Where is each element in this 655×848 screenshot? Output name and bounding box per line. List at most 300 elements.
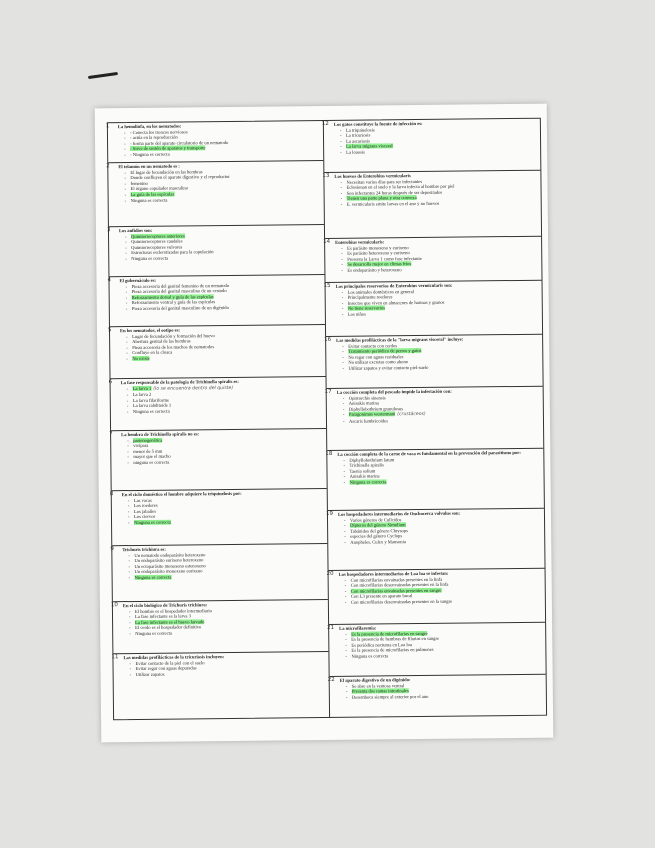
highlighted-answer: [338, 478, 542, 486]
question-number: 16: [324, 336, 332, 343]
bullet-dash: -: [127, 443, 129, 449]
answer-text: No utilizar excretas como abono: [348, 359, 409, 366]
question-text: En los nematodos, el ootipo es:: [119, 327, 181, 334]
bullet-dash: -: [124, 152, 126, 158]
answer-text: Quimiorreceptores caudales: [131, 238, 183, 245]
bullet-dash: -: [127, 497, 130, 503]
question-number: 3: [106, 227, 111, 234]
question-text: Las medidas profilácticas de la "larva migrans visceral" incluye:: [336, 336, 464, 343]
bullet-dash: -: [126, 356, 128, 362]
pen-mark: [88, 72, 118, 79]
question-number: 8: [109, 491, 114, 498]
bullet-dash: -: [124, 146, 126, 152]
bullet-dash: -: [345, 683, 348, 689]
bullet-dash: -: [342, 395, 345, 401]
answer-text: Un endoparásito monoxeno eurixeno: [134, 568, 203, 575]
question-text: Los gatos constituye la fuente de infección es:: [333, 120, 423, 127]
answer-text: Presenta dos ramas intestinales: [351, 688, 409, 694]
answer-text: Anisakis marina: [349, 473, 380, 480]
question-number: 2: [106, 163, 110, 170]
answer-text: Los jabalíes: [133, 508, 157, 514]
bullet-dash: -: [339, 127, 342, 133]
bullet-dash: -: [125, 239, 127, 245]
bullet-dash: -: [342, 412, 345, 418]
answer-text: Ninguna es correcta: [131, 255, 169, 261]
answer-text: Quimiorreceptores vulvares: [131, 244, 183, 250]
answer-text: Anisakis marina: [348, 400, 379, 406]
answer-text: Ninguna es correcta: [134, 574, 172, 580]
question-number: 4: [107, 277, 112, 284]
bullet-dash: -: [341, 262, 343, 268]
bullet-dash: -: [343, 517, 346, 523]
answer-text: - Sirve de sostén de aparatos y transporte: [130, 145, 206, 152]
answer-text: Con microfilarias desenvainadas presentes en la linfa: [350, 581, 449, 588]
bullet-dash: -: [344, 539, 346, 545]
bullet-dash: -: [345, 653, 348, 659]
answer-text: Un ectoparásito monoxeno estenoxeno: [134, 563, 206, 569]
bullet-dash: -: [344, 588, 347, 594]
bullet-dash: -: [345, 688, 348, 694]
answer-text: - Conecta los troncos nerviosos: [129, 129, 188, 135]
answer-text: Paragonimus westermani: [348, 411, 396, 418]
right-column: [321, 119, 546, 717]
bullet-dash: -: [128, 575, 131, 581]
answer-text: Presenta la Larva 1 como fase infectante: [347, 255, 422, 262]
bullet-dash: -: [344, 599, 347, 605]
bullet-dash: -: [345, 631, 347, 637]
question-cell: [324, 387, 544, 451]
answer-text: Reforzamiento dorsal y guía de las espículas: [131, 293, 214, 300]
bullet-dash: -: [125, 306, 128, 312]
question-cell: [326, 569, 546, 625]
question-text: Los principales reservorios de Enterobius vermicularis son:: [335, 282, 453, 289]
bullet-dash: -: [125, 244, 127, 250]
bullet-dash: -: [342, 365, 344, 371]
answer-text: - Ninguna es correcta: [130, 151, 170, 157]
bullet-dash: -: [341, 311, 344, 317]
answer-text: No existe: [132, 355, 150, 361]
bullet-dash: -: [342, 343, 344, 349]
bullet-dash: -: [127, 503, 130, 509]
bullet-dash: -: [128, 558, 130, 564]
bullet-dash: -: [341, 245, 343, 251]
bullet-dash: -: [124, 197, 127, 203]
answer-option: [339, 652, 543, 660]
bullet-dash: -: [126, 350, 128, 356]
answer-text: Pieza accesoria de los machos de nematodos: [132, 343, 215, 350]
answer-text: La loaosis: [346, 149, 365, 155]
answer-option: [124, 670, 327, 678]
bullet-dash: -: [124, 180, 127, 186]
answer-text: Eclosionan en el suelo y la larva infecta al hombre por piel: [346, 183, 455, 190]
answer-text: vivípara: [133, 443, 149, 449]
question-text: La hemolinfa, en los nematodos:: [117, 123, 182, 130]
answer-option: [335, 266, 539, 274]
bullet-dash: -: [342, 418, 345, 424]
bullet-dash: -: [126, 397, 129, 403]
answer-text: Pieza accesoria del genital masculino de un cestodo: [131, 288, 227, 295]
question-cell: [112, 544, 328, 602]
question-number: 14: [323, 238, 331, 245]
answer-text: El lugar de fecundación en las hembras: [130, 168, 203, 175]
bullet-dash: -: [341, 306, 344, 312]
answer-text: Los roedores: [133, 502, 158, 509]
answer-text: Un nematodo endoparásito heteroxeno: [134, 551, 206, 558]
answer-text: Es la presencia de hembras de filarias en sangre: [351, 635, 440, 642]
answer-text: No tiene reservorios: [347, 305, 386, 312]
bullet-dash: -: [341, 294, 344, 300]
question-text: Los hospedadores intermediarios de Loa loa se infestan:: [338, 570, 449, 577]
bullet-dash: -: [125, 283, 128, 289]
answer-option: [121, 407, 324, 415]
answer-text: Evitar contacto de la piel con el suelo: [135, 659, 205, 666]
question-number: 21: [327, 624, 335, 631]
bullet-dash: -: [124, 140, 126, 146]
answer-option: [123, 629, 326, 637]
question-number: 9: [110, 546, 114, 553]
answer-text: Con L3 presente en aparato bucal: [350, 593, 413, 600]
answer-option: [118, 150, 321, 158]
bullet-dash: -: [344, 528, 346, 534]
bullet-dash: -: [127, 454, 129, 460]
answer-text: Dípteros del género Simulium: [350, 522, 406, 528]
question-text: El telamón en un nematodo es :: [118, 163, 180, 170]
answer-text: La tricuriosis: [345, 132, 371, 138]
answer-option: [119, 196, 322, 204]
question-number: 10: [110, 602, 118, 609]
bullet-dash: -: [125, 233, 127, 239]
answer-option: [120, 304, 323, 312]
answer-text: No regar con aguas residuales: [348, 353, 404, 360]
question-number: 12: [321, 120, 329, 128]
answer-text: Abertura genital de las hembras: [132, 338, 191, 345]
answer-text: La fase infectante es la larva 3: [134, 613, 191, 620]
answer-text: Con microfilarias envainadas presentes en la linfa: [350, 576, 443, 583]
question-number: 17: [324, 388, 332, 395]
answer-text: Se desarrolla mejor en climas fríos: [347, 261, 412, 268]
question-text: La microfilaremia:: [339, 625, 377, 631]
answer-text: E. vermicularis emite larvas en el ano y no huevos: [346, 200, 440, 207]
question-cell: [107, 325, 326, 379]
bullet-dash: -: [341, 300, 344, 306]
bullet-dash: -: [344, 577, 347, 583]
answer-text: Diphyllobothrium granulosus: [348, 405, 404, 412]
answer-text: - actúa en la reproducción: [129, 134, 178, 141]
bullet-dash: -: [343, 474, 346, 480]
bullet-dash: -: [343, 479, 346, 485]
answer-text: Reforzamiento ventral y guía de las espículas: [131, 299, 216, 306]
bullet-dash: -: [128, 569, 131, 575]
bullet-dash: -: [128, 520, 130, 526]
answer-text: Es endoparásito y heteroxeno: [347, 267, 402, 273]
answer-text: Es la presencia de microfilarias en sangre: [351, 630, 428, 637]
answer-option: [335, 200, 539, 208]
answer-text: Necesitan varios días para ser infectantes: [346, 178, 423, 185]
question-cell: [327, 449, 544, 511]
handwritten-note: (lo se encuentra dentro del quiste): [153, 385, 234, 392]
answer-text: El hombre es el hospedador intermediario: [134, 607, 212, 614]
bullet-dash: -: [129, 625, 131, 631]
answer-text: Donde confluyen el aparato digestivo y el reproductor: [130, 174, 230, 181]
answer-text: Un endoparásito eurixeno heteroxeno: [134, 557, 204, 564]
answer-text: Evitar regar con aguas depuradas: [135, 665, 197, 672]
answer-text: Las vacas: [133, 497, 152, 503]
bullet-dash: -: [344, 522, 346, 528]
bullet-dash: -: [344, 594, 347, 600]
answer-text: Ninguna es correcta: [135, 630, 172, 636]
question-text: La fase responsable de la patología de Trichinella spiralis es:: [120, 378, 239, 386]
answer-text: Confluye en la cloaca: [132, 349, 173, 356]
answer-text: Pieza accesoria del genital masculino de un digénido: [131, 304, 229, 311]
highlighted-answer: [122, 518, 325, 526]
answer-text: Ninguna es correcta: [130, 197, 168, 203]
answer-text: Anopheles, Culex y Mansonia: [350, 539, 406, 545]
bullet-dash: -: [344, 582, 347, 588]
bullet-dash: -: [343, 468, 346, 474]
question-cell: [109, 275, 325, 327]
bullet-dash: -: [345, 642, 347, 648]
answer-text: La triquinelosis: [345, 127, 375, 133]
answer-text: Ninguna es correcta: [349, 479, 387, 485]
answer-text: Taenia solium: [349, 468, 376, 474]
answer-text: Se abre en la ventosa ventral: [351, 682, 405, 689]
bullet-dash: -: [124, 186, 127, 192]
bullet-dash: -: [124, 192, 127, 198]
question-text: Trichuris trichiura es:: [122, 546, 166, 553]
bullet-dash: -: [127, 437, 129, 443]
question-cell: [326, 335, 543, 389]
answer-text: La larva rabditoide 1: [132, 402, 172, 409]
answer-text: La fase infectante es el huevo larvado: [135, 619, 205, 625]
bullet-dash: -: [340, 138, 342, 144]
bullet-dash: -: [128, 608, 131, 614]
question-cell: [325, 237, 541, 283]
question-text: La hembra de Trichinella spiralis no es:: [121, 431, 200, 438]
bullet-dash: -: [344, 534, 346, 540]
answer-text: Desemboca siempre al exterior por el ano: [351, 693, 429, 700]
answer-text: El cerdo es el hospedador definitivo: [135, 624, 202, 631]
question-number: 18: [325, 450, 333, 457]
bullet-dash: -: [127, 460, 129, 466]
question-cell: [106, 225, 325, 277]
bullet-dash: -: [340, 144, 342, 150]
question-cell: [113, 652, 328, 694]
bullet-dash: -: [127, 514, 130, 520]
bullet-dash: -: [128, 614, 131, 620]
question-cell: [110, 600, 329, 654]
question-cell: [109, 489, 328, 546]
answer-text: La larva migrans visceral: [346, 143, 393, 150]
answer-text: Estructuras esclerotizadas para la copulación: [131, 249, 214, 256]
answer-text: Opistorchis sinensis: [348, 394, 386, 401]
bullet-dash: -: [123, 135, 126, 141]
bullet-dash: -: [342, 354, 344, 360]
answer-text: Pieza accesoria del genital femenino de un nematodo: [131, 282, 230, 289]
bullet-dash: -: [341, 250, 343, 256]
exam-sheet: [95, 104, 554, 743]
question-number: 20: [326, 570, 334, 577]
answer-text: Ninguna es correcta: [132, 408, 170, 414]
bullet-dash: -: [125, 256, 127, 262]
bullet-dash: -: [342, 348, 344, 354]
answer-text: Lugar de fecundación y formación del huevo: [132, 332, 215, 339]
bullet-dash: -: [345, 648, 347, 654]
question-number: 1: [105, 123, 110, 130]
answer-text: Los niños: [347, 311, 366, 317]
question-cell: [323, 281, 543, 337]
bullet-dash: -: [342, 406, 345, 412]
answer-text: Los ciervos: [133, 514, 156, 520]
bullet-dash: -: [341, 289, 344, 295]
bullet-dash: -: [129, 631, 131, 637]
answer-option: [337, 417, 541, 425]
answer-text: Con microfilarias envainadas presentes en sangre: [350, 587, 442, 594]
bullet-dash: -: [126, 403, 129, 409]
answer-option: [336, 364, 540, 372]
answer-text: Son infectantes 24 horas después de ser depositados: [346, 189, 443, 196]
answer-text: Trichinella spiralis: [349, 462, 384, 468]
answer-text: Es la presencia de microfilarias en pulmones: [351, 647, 434, 654]
question-number: 15: [323, 282, 331, 289]
question-text: La cocción completa de la carne de vaca es fundamental en la prevención del parasitismo por:: [337, 449, 521, 457]
question-cell: [105, 121, 323, 163]
bullet-dash: -: [126, 385, 129, 391]
bullet-dash: -: [127, 448, 129, 454]
answer-text: El órgano copulador masculino: [130, 185, 189, 192]
answer-text: La larva filariforme: [132, 397, 169, 403]
question-text: Los huevos de Enterobius vermicularis: [334, 173, 411, 179]
bullet-dash: -: [340, 201, 343, 207]
question-text: El gubernáculo es:: [119, 277, 157, 284]
bullet-dash: -: [128, 552, 130, 558]
answer-text: Insectos que viven en almacenes de harinas y granos: [347, 299, 445, 306]
answer-text: partenogenética: [133, 437, 163, 443]
answer-text: Principalmente roedores: [347, 294, 393, 300]
answer-text: femenino: [130, 180, 148, 186]
question-text: Los anfidios son:: [118, 227, 153, 234]
answer-option: [340, 692, 544, 700]
question-text: Los hospedadores intermediarios de Onchocerca volvulus son:: [337, 510, 461, 517]
answer-option: [338, 538, 542, 546]
bullet-dash: -: [345, 694, 348, 700]
question-number: 5: [107, 327, 112, 334]
bullet-dash: -: [341, 256, 343, 262]
bullet-dash: -: [341, 267, 343, 273]
bullet-dash: -: [126, 392, 129, 398]
question-cell: [324, 171, 541, 239]
question-cell: [329, 623, 546, 677]
bullet-dash: -: [340, 184, 343, 191]
answer-text: Con microfilarias desenvainadas presentes en la sangre: [350, 598, 453, 605]
question-cell: [321, 119, 541, 173]
question-cell: [108, 161, 324, 227]
question-text: El aparato digestivo de un digénido:: [339, 677, 411, 683]
answer-text: menor de 5 mm: [133, 448, 163, 454]
bullet-dash: -: [343, 457, 345, 463]
handwritten-note: (crustáceos): [397, 412, 426, 418]
answer-text: Varios géneros de Culícidos: [349, 516, 402, 523]
bullet-dash: -: [126, 344, 128, 350]
answer-text: La larva 1: [132, 385, 152, 391]
answer-text: Tienen una parte plana y otra convexa: [346, 195, 417, 202]
bullet-dash: -: [126, 333, 128, 339]
answer-text: Tratamiento periódico de perros y gatos: [348, 348, 422, 354]
bullet-dash: -: [342, 400, 345, 406]
answer-text: La ascariosis: [346, 138, 370, 144]
question-text: Las medidas profilácticas de la tricuriosis incluyen:: [123, 654, 225, 661]
answer-text: ninguna es correcta: [133, 459, 170, 465]
answer-text: Tabánidos del género Chrysops: [350, 527, 408, 534]
bullet-dash: -: [125, 250, 127, 256]
bullet-dash: -: [129, 671, 132, 677]
answer-option: [119, 254, 322, 262]
bullet-dash: -: [340, 190, 343, 196]
bullet-dash: -: [125, 300, 128, 306]
question-text: Enterobius vermicularis:: [335, 239, 385, 245]
bullet-dash: -: [126, 409, 129, 415]
bullet-dash: -: [339, 132, 342, 139]
answer-text: Ninguna es correcta: [134, 519, 171, 525]
answer-text: Ascaris lumbricoides: [348, 418, 388, 424]
answer-text: Utilizar zapatos: [135, 671, 165, 677]
answer-text: Es periódica nocturna en Loa loa: [351, 641, 412, 648]
bullet-dash: -: [345, 636, 347, 642]
question-number: 7: [109, 431, 113, 438]
answer-text: - forma parte del aparato circulatorio de un nematodo: [130, 139, 229, 146]
question-text: En el ciclo biológico de Trichuris trichiura:: [122, 602, 208, 609]
bullet-dash: -: [340, 196, 343, 202]
question-number: 19: [325, 510, 333, 517]
question-cell: [325, 509, 545, 571]
answer-text: La guía de las espículas: [130, 191, 175, 197]
answer-text: Es parásito monoxeno y eurixeno: [347, 244, 409, 251]
bullet-dash: -: [125, 294, 128, 300]
bullet-dash: -: [129, 619, 131, 625]
bullet-dash: -: [125, 289, 128, 295]
question-number: 6: [108, 379, 113, 386]
bullet-dash: -: [340, 149, 342, 155]
answer-text: Es parásito heteroxeno y eurixeno: [347, 250, 410, 256]
answer-text: Utilizar zapatos y evitar contacto piel-suelo: [348, 364, 429, 371]
answer-text: Ninguna es correcta: [351, 653, 389, 659]
bullet-dash: -: [342, 360, 344, 366]
answer-text: La larva 2: [132, 391, 152, 398]
bullet-dash: -: [129, 660, 132, 666]
bullet-dash: -: [343, 462, 346, 468]
question-number: 13: [322, 172, 330, 180]
question-grid: [107, 118, 547, 721]
question-number: 11: [111, 654, 119, 661]
bullet-dash: -: [123, 129, 126, 135]
answer-text: Quimiorreceptores anteriores: [131, 233, 185, 239]
question-cell: [327, 675, 546, 717]
question-cell: [111, 429, 327, 491]
question-text: La cocción completa del pescado impide la infestación con:: [336, 388, 452, 395]
answer-text: especies del género Cyclops: [350, 533, 403, 540]
question-text: En el ciclo doméstico el hombre adquiere la triquinelosis por:: [121, 490, 242, 498]
highlighted-answer: [123, 573, 326, 581]
question-number: 22: [327, 676, 335, 683]
answer-option: [339, 598, 543, 606]
answer-option: [121, 458, 324, 466]
bullet-dash: -: [124, 175, 126, 181]
answer-text: Diphyllobothrium latum: [349, 456, 395, 463]
bullet-dash: -: [126, 339, 128, 345]
answer-text: mayor que el macho: [133, 453, 171, 460]
answer-option: [334, 148, 538, 156]
bullet-dash: -: [124, 169, 126, 175]
answer-text: Los animales domésticos en general: [347, 288, 414, 295]
